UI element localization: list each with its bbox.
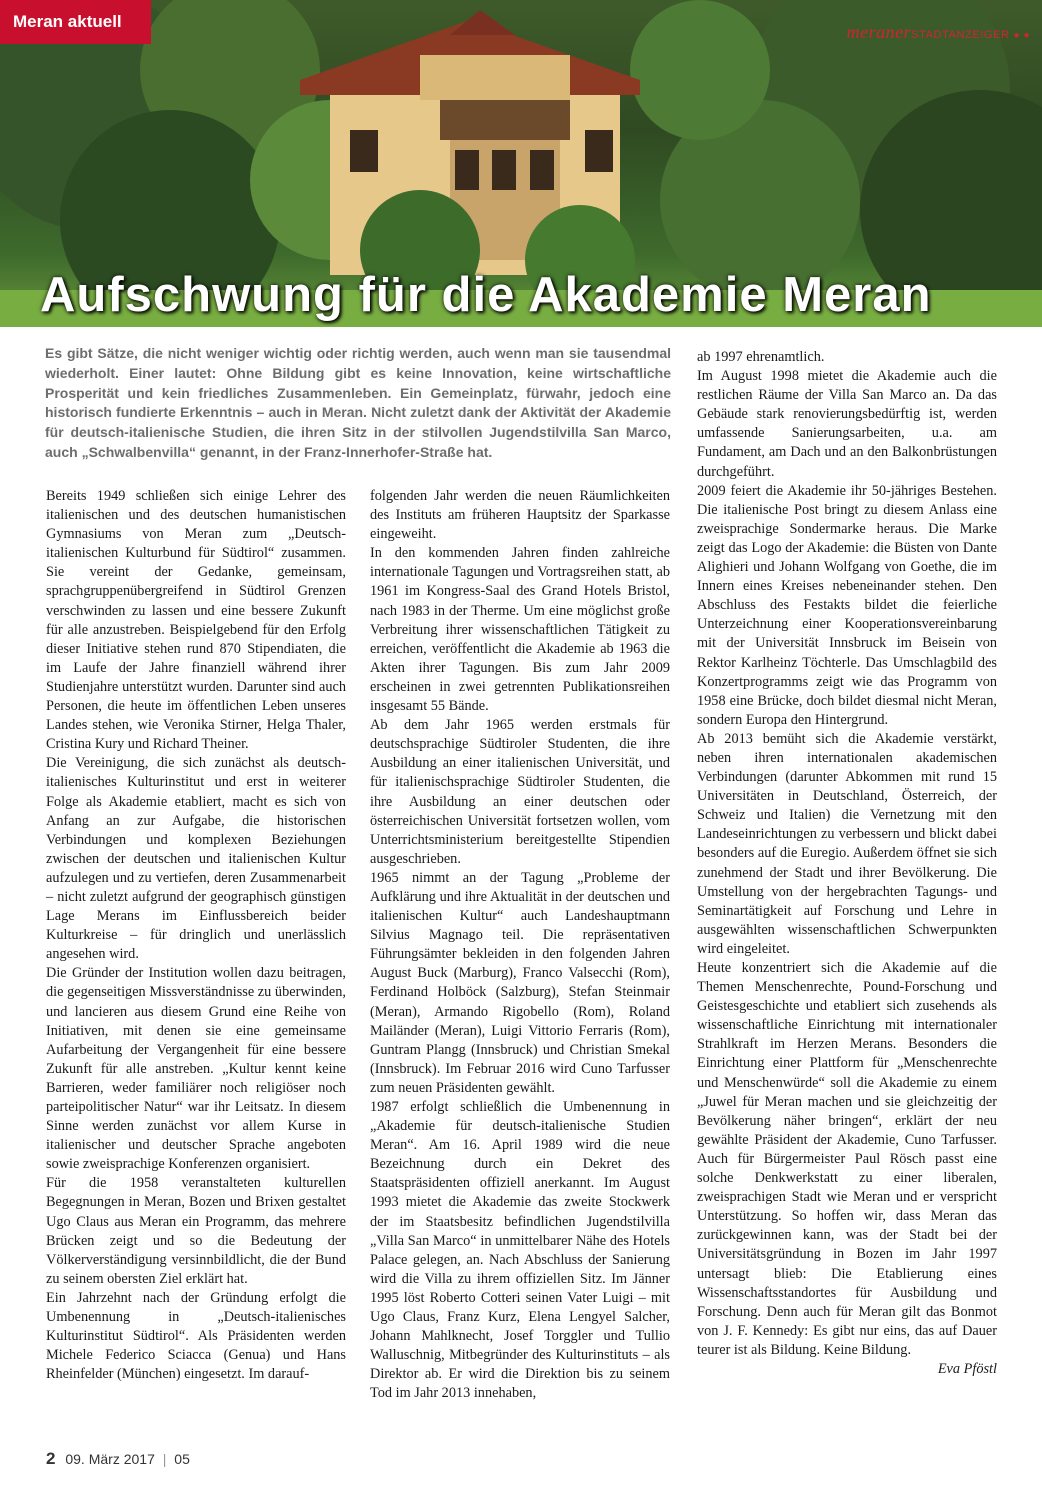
paragraph: Ab dem Jahr 1965 werden erstmals für deutschsprachige Südtiroler Studenten, die ihre Ausbildung an einer italienischen Universität, und für italienischsprachige Südtiroler Studenten, die ihre Ausbildung an einer deutschen oder österreichischen Universität fortsetzen wollen, vom Unterrichtsministerium bereitgestellte Stipendien ausgeschrieben. — [370, 717, 670, 867]
article-lead: Es gibt Sätze, die nicht weniger wichtig oder richtig werden, auch wenn man sie tausendmal wiederholt. Einer lautet: Ohne Bildung gibt es keine Innovation, keine wirtschaftliche Prosperität und kein friedliches Zusammenleben. Ein Gemeinplatz, fürwahr, jedoch eine historisch fundierte Erkenntnis – auch in Meran. Nicht zuletzt dank der Aktivität der Akademie für deutsch-italienische Studien, die ihren Sitz in der stilvollen Jugendstilvilla San Marco, auch „Schwalbenvilla“ genannt, in der Franz-Innerhofer-Straße hat. — [45, 345, 671, 460]
page-footer — [46, 1449, 190, 1469]
article-headline: Aufschwung für die Akademie Meran — [40, 268, 932, 322]
paragraph: Bereits 1949 schließen sich einige Lehrer des italienischen und des deutschen humanistischen Gymnasiums von Meran zum „Deutsch-italienischen Kulturbund für Südtirol“ zusammen. Sie vereint der Gedanke, gemeinsam, sprachgruppenübergreifend in Südtirol Grenzen verschwinden zu lassen und eine bessere Zukunft für alle anzustreben. Beispielgebend für den Erfolg dieser Initiative stehen rund 870 Stipendiaten, die im Laufe der Jahre finanziell während ihrer Studienjahre unterstützt wurden. Darunter sind auch Personen, die heute im öffentlichen Leben unseres Landes stehen, wie Veronika Stirner, Helga Thaler, Cristina Kury und Richard Theiner. — [46, 488, 346, 753]
brand-name: meraner — [846, 22, 912, 42]
issue-number: 05 — [174, 1451, 190, 1467]
footer-separator: | — [162, 1451, 167, 1467]
author-byline: Eva Pföstl — [937, 1360, 997, 1377]
publication-brand — [847, 22, 1030, 43]
hero-photo — [0, 0, 1042, 327]
paragraph: Im August 1998 mietet die Akademie auch die restlichen Räume der Villa San Marco an. Da das Gebäude stark renovierungsbedürftig ist, werden umfassende Sanierungsarbeiten, u.a. am Fundament, am Dach und an den Balkonbrüstungen durchgeführt. — [697, 368, 997, 480]
paragraph: Die Vereinigung, die sich zunächst als deutsch-italienisches Kulturinstitut und erst in weiterer Folge als Akademie etabliert, macht es sich von Anfang an zur Aufgabe, die historischen Verbindungen und komplexen Beziehungen zwischen der deutschen und italienischen Kultur aufzulegen und zu vertiefen, deren Zusammenarbeit – nicht zuletzt aufgrund der geographisch günstigen Lage Merans im Einflussbereich beider Kulturkreise – für dringlich und unerlässlich angesehen wird. — [46, 755, 346, 963]
text-column-2 — [370, 487, 670, 1404]
paragraph: ab 1997 ehrenamtlich. — [697, 349, 825, 365]
paragraph: 1965 nimmt an der Tagung „Probleme der Aufklärung und ihre Aktualität in der deutschen und italienischen Kultur“ auch Landeshauptmann Silvius Magnago teil. Die repräsentativen Führungsämter bekleiden in den folgenden Jahren August Buck (Marburg), Franco Valsecchi (Rom), Ferdinand Holböck (Salzburg), Stefan Steinmair (Meran), Armando Rigobello (Rom), Roland Mailänder (Meran), Luigi Vittorio Ferraris (Rom), Guntram Plangg (Innsbruck) und Christian Smekal (Innsbruck). Im Februar 2016 wird Cuno Tarfusser zum neuen Präsidenten gewählt. — [370, 869, 670, 1096]
issue-date: 09. März 2017 — [65, 1451, 155, 1467]
paragraph: 2009 feiert die Akademie ihr 50-jähriges Bestehen. Die italienische Post bringt zu diesem Anlass eine zweisprachige Sondermarke heraus. Die Marke zeigt das Logo der Akademie: die Büsten von Dante Alighieri und Johann Wolfgang von Goethe, die im Innern eines Kreises nebeneinander stehen. Den Abschluss des Festakts bildet die feierliche Unterzeichnung einer Kooperationsvereinbarung mit der Universität Innsbruck im Beisein von Rektor Karlheinz Töchterle. Das Umschlagbild des Konzertprogramms zeigt wie das Programm von 1958 eine Brücke, doch bildet diesmal nicht Meran, sondern Europa den Hintergrund. — [697, 482, 997, 728]
paragraph: 1987 erfolgt schließlich die Umbenennung in „Akademie für deutsch-italienische Studien Meran“. Am 16. April 1989 wird die neue Bezeichnung durch ein Dekret des Staatspräsidenten offiziell anerkannt. Im August 1993 mietet die Akademie das zweite Stockwerk der im Staatsbesitz befindlichen Jugendstilvilla „Villa San Marco“ in unmittelbarer Nähe des Hotels Palace gelegen, an. Nach Abschluss der Sanierung wird die Villa zu ihrem offiziellen Sitz. Im Jänner 1995 löst Roberto Cotteri seinen Vater Luigi – mit Ugo Claus, Franz Kurz, Elena Lengyel Salcher, Johann Mahlknecht, Josef Torggler und Tullio Walluschnig, Mitbegründer des Kulturinstituts – als Direktor ab. Er wird die Direktion bis zu seinem Tod im Jahr 2013 innehaben, — [370, 1099, 670, 1402]
section-tag: Meran aktuell — [0, 0, 151, 44]
paragraph: Ein Jahrzehnt nach der Gründung erfolgt die Umbenennung in „Deutsch-italienisches Kulturinstitut Südtirol“. Als Präsidenten werden Michele Federico Sciacca (Genua) und Hans Rheinfelder (München) eingesetzt. Im darauf- — [46, 1289, 346, 1383]
paragraph: folgenden Jahr werden die neuen Räumlichkeiten des Instituts am früheren Hauptsitz der Sparkasse eingeweiht. — [370, 488, 670, 543]
brand-dots: ● ● — [1013, 30, 1030, 41]
paragraph: Die Gründer der Institution wollen dazu beitragen, die gegenseitigen Missverständnisse zu überwinden, und lancieren aus diesem Grund eine Reihe von Initiativen, mit denen sie eine gemeinsame Aufarbeitung der Vergangenheit für eine bessere Zukunft für alle anstreben. „Kultur kennt keine Barrieren, weder familiärer noch religiöser noch parteipolitischer Natur“ war ihr Leitsatz. In diesem Sinne werden zunächst vor allem Kurse in italienischer und deutscher Sprache angeboten sowie zweisprachige Konferenzen organisiert. — [46, 965, 346, 1173]
paragraph: In den kommenden Jahren finden zahlreiche internationale Tagungen und Vortragsreihen statt, ab 1961 im Kongress-Saal des Grand Hotels Bristol, nach 1983 in der Therme. Um eine möglichst große Verbreitung ihrer wissenschaftlichen Tätigkeit zu erreichen, veröffentlicht die Akademie ab 1963 die Akten ihrer Tagungen. Bis zum Jahr 2009 erscheinen in zwei getrennten Publikationsreihen insgesamt 55 Bände. — [370, 545, 670, 715]
text-column-3 — [697, 348, 997, 1379]
paragraph: Heute konzentriert sich die Akademie auf die Themen Menschenrechte, Pound-Forschung und Geistesgeschichte und etabliert sich zusehends als wissenschaftliche Einrichtung mit internationaler Strahlkraft im Herzen Merans. Besonders die Einrichtung einer Plattform für „Menschenrechte und Menschenwürde“ soll die Akademie zu einem „Juwel für Meran machen und sie gleichzeitig der Bevölkerung näher bringen“, erklärt der neu gewählte Präsident der Akademie, Cuno Tarfusser. Auch für Bürgermeister Paul Rösch passt eine solche Denkwerkstatt zu einer liberalen, zweisprachigen Stadt wie Meran und er verspricht Unterstützung. So hoffen wir, dass Meran das zurückgewinnen kann, was der Stadt bei der Universitätsgründung in Bozen im Jahr 1997 untersagt blieb: Die Etablierung eines Wissenschaftsstandortes für Ausbildung und Forschung. Denn auch für Meran gilt das Bonmot von J. F. Kennedy: Es gibt nur eins, das auf Dauer teurer ist als Bildung. Keine Bildung. — [697, 960, 997, 1358]
paragraph: Für die 1958 veranstalteten kulturellen Begegnungen in Meran, Bozen und Brixen gestaltet Ugo Claus aus Meran ein Programm, das mehrere Brücken zeigt und so die Bedeutung der Völkerverständigung versinnbildlicht, die der Bund zu seinem obersten Ziel erklärt hat. — [46, 1175, 346, 1287]
brand-suffix: STADTANZEIGER — [911, 29, 1010, 41]
page-number: 2 — [46, 1449, 56, 1468]
text-column-1 — [46, 487, 346, 1384]
paragraph: Ab 2013 bemüht sich die Akademie verstärkt, neben ihren internationalen akademischen Verbindungen (darunter Abkommen mit rund 15 Universitäten in Deutschland, Österreich, der Schweiz und Italien) die Vernetzung mit den Landeseinrichtungen zu verbessern und blickt dabei besonders auf die Euregio. Außerdem öffnet sie sich zunehmend der Stadt und ihrer Bevölkerung. Die Umstellung von der hergebrachten Tagungs- und Seminartätigkeit auf Forschung und Lehre in ausgewählten wissenschaftlichen Schwerpunkten wird eingeleitet. — [697, 730, 997, 957]
